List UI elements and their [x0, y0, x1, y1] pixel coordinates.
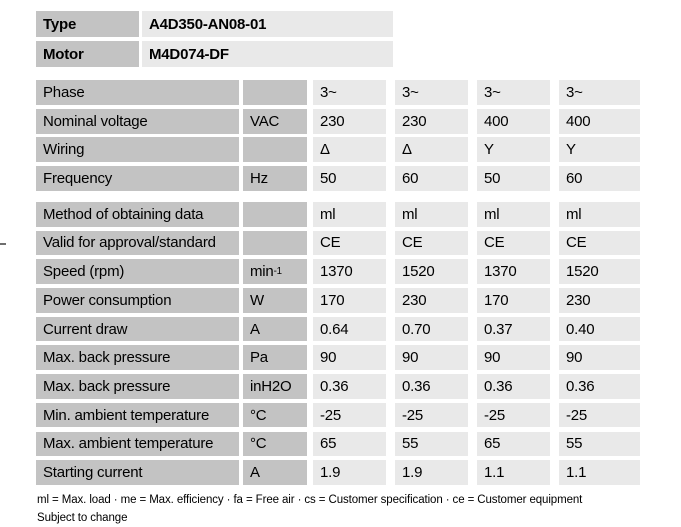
- row-unit: A: [243, 317, 307, 342]
- footnote: [37, 492, 657, 527]
- row-unit: VAC: [243, 109, 307, 134]
- row-value: 230: [313, 109, 386, 134]
- row-unit: [243, 202, 307, 227]
- row-label: Nominal voltage: [36, 109, 239, 134]
- row-value: -25: [313, 403, 386, 428]
- spec-row: [0, 345, 681, 370]
- row-value: 1370: [477, 259, 550, 284]
- row-label: Starting current: [36, 460, 239, 485]
- row-value: 90: [477, 345, 550, 370]
- type-row: [0, 11, 681, 37]
- row-value: 3~: [477, 80, 550, 105]
- row-unit: W: [243, 288, 307, 313]
- row-label: Phase: [36, 80, 239, 105]
- row-value: CE: [395, 231, 468, 256]
- spec-row: [0, 374, 681, 399]
- row-value: CE: [559, 231, 640, 256]
- row-value: 3~: [559, 80, 640, 105]
- spec-row: [0, 460, 681, 485]
- row-label: Max. back pressure: [36, 345, 239, 370]
- spec-row: [0, 166, 681, 191]
- row-value: 1.1: [559, 460, 640, 485]
- row-label: Frequency: [36, 166, 239, 191]
- margin-tick: [0, 243, 6, 245]
- row-unit: [243, 231, 307, 256]
- row-value: 55: [559, 432, 640, 457]
- row-label: Max. back pressure: [36, 374, 239, 399]
- row-value: -25: [477, 403, 550, 428]
- row-value: 230: [395, 109, 468, 134]
- row-value: Δ: [313, 137, 386, 162]
- row-value: ml: [395, 202, 468, 227]
- row-unit: A: [243, 460, 307, 485]
- row-value: 170: [313, 288, 386, 313]
- row-value: 400: [477, 109, 550, 134]
- spec-row: [0, 80, 681, 105]
- row-value: 0.40: [559, 317, 640, 342]
- row-value: Y: [559, 137, 640, 162]
- row-label: Current draw: [36, 317, 239, 342]
- row-value: 0.36: [313, 374, 386, 399]
- row-unit: min -1: [243, 259, 307, 284]
- row-value: Y: [477, 137, 550, 162]
- motor-value: M4D074-DF: [142, 41, 393, 67]
- row-value: 0.64: [313, 317, 386, 342]
- row-value: 1520: [559, 259, 640, 284]
- row-value: 0.36: [395, 374, 468, 399]
- row-value: 1.9: [313, 460, 386, 485]
- row-value: Δ: [395, 137, 468, 162]
- row-label: Valid for approval/standard: [36, 231, 239, 256]
- spec-row: [0, 109, 681, 134]
- row-value: 0.37: [477, 317, 550, 342]
- row-value: ml: [313, 202, 386, 227]
- row-value: CE: [313, 231, 386, 256]
- row-value: 3~: [313, 80, 386, 105]
- row-value: 400: [559, 109, 640, 134]
- row-label: Wiring: [36, 137, 239, 162]
- motor-label: Motor: [36, 41, 139, 67]
- row-label: Speed (rpm): [36, 259, 239, 284]
- row-value: 90: [395, 345, 468, 370]
- row-value: 0.36: [559, 374, 640, 399]
- row-value: 3~: [395, 80, 468, 105]
- spec-section-electrical: [0, 80, 681, 194]
- row-value: 90: [313, 345, 386, 370]
- row-value: 0.70: [395, 317, 468, 342]
- row-value: 50: [477, 166, 550, 191]
- row-value: 65: [313, 432, 386, 457]
- type-label: Type: [36, 11, 139, 37]
- row-value: 1370: [313, 259, 386, 284]
- row-value: 1.1: [477, 460, 550, 485]
- row-value: 50: [313, 166, 386, 191]
- row-value: 65: [477, 432, 550, 457]
- row-value: 60: [559, 166, 640, 191]
- spec-row: [0, 317, 681, 342]
- row-value: 55: [395, 432, 468, 457]
- motor-row: [0, 41, 681, 67]
- row-unit: °C: [243, 403, 307, 428]
- spec-row: [0, 202, 681, 227]
- row-value: 60: [395, 166, 468, 191]
- row-value: 0.36: [477, 374, 550, 399]
- row-value: -25: [395, 403, 468, 428]
- row-label: Min. ambient temperature: [36, 403, 239, 428]
- row-label: Power consumption: [36, 288, 239, 313]
- spec-row: [0, 432, 681, 457]
- row-value: 1520: [395, 259, 468, 284]
- row-label: Method of obtaining data: [36, 202, 239, 227]
- spec-row: [0, 137, 681, 162]
- row-label: Max. ambient temperature: [36, 432, 239, 457]
- spec-row: [0, 403, 681, 428]
- row-value: ml: [559, 202, 640, 227]
- row-value: -25: [559, 403, 640, 428]
- row-value: 230: [395, 288, 468, 313]
- subject-to-change-text: Subject to change: [37, 510, 657, 527]
- row-value: 230: [559, 288, 640, 313]
- spec-section-performance: [0, 202, 681, 489]
- spec-row: [0, 259, 681, 284]
- row-value: 170: [477, 288, 550, 313]
- row-unit: °C: [243, 432, 307, 457]
- type-value: A4D350-AN08-01: [142, 11, 393, 37]
- row-unit: Hz: [243, 166, 307, 191]
- spec-row: [0, 288, 681, 313]
- row-value: ml: [477, 202, 550, 227]
- row-unit: [243, 137, 307, 162]
- row-value: 1.9: [395, 460, 468, 485]
- row-value: CE: [477, 231, 550, 256]
- row-unit: [243, 80, 307, 105]
- legend-text: ml = Max. load · me = Max. efficiency · fa = Free air · cs = Customer specification · ce = Customer equipment: [37, 492, 657, 510]
- row-unit: Pa: [243, 345, 307, 370]
- spec-row: [0, 231, 681, 256]
- row-unit: inH2O: [243, 374, 307, 399]
- row-value: 90: [559, 345, 640, 370]
